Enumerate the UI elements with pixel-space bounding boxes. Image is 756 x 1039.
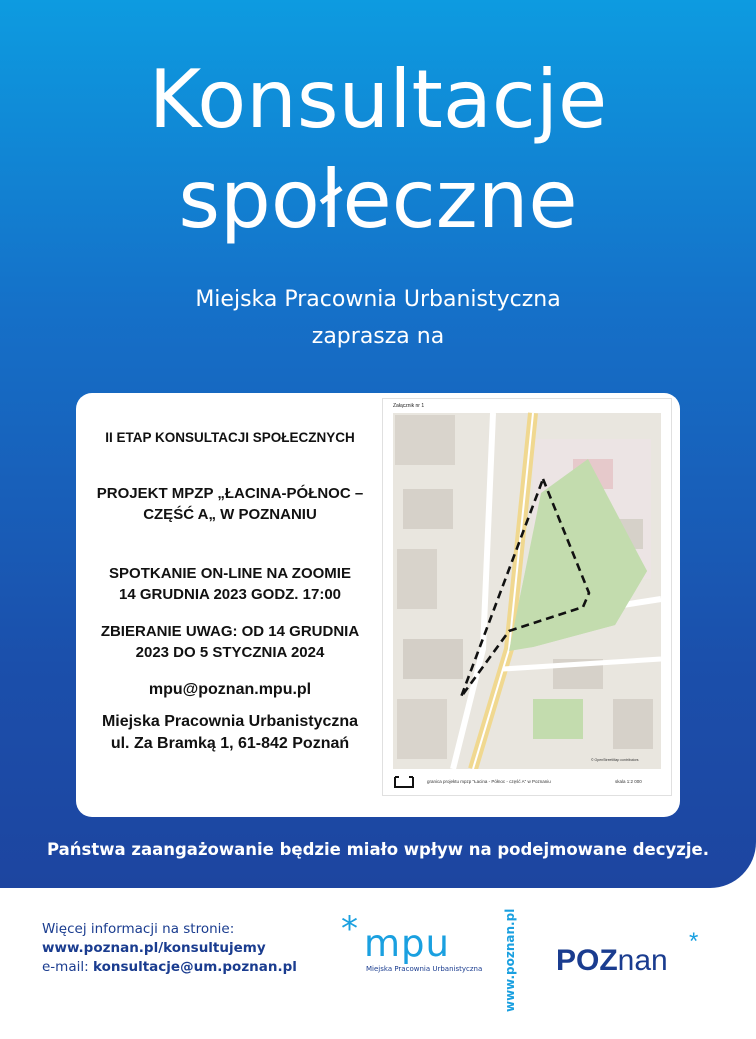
contact-email[interactable]: mpu@poznan.mpu.pl: [148, 681, 312, 698]
org-address: [80, 711, 380, 755]
map-image: [383, 399, 671, 795]
more-info: [42, 920, 297, 977]
star-icon: *: [341, 909, 358, 949]
meeting-line2: 14 GRUDNIA 2023 GODZ. 17:00: [118, 586, 342, 603]
engagement-message: Państwa zaangażowanie będzie miało wpływ na podejmowane decyzje.: [47, 840, 709, 859]
remarks-info: [80, 621, 380, 663]
project-line2: CZĘŚĆ A„ W POZNANIU: [143, 506, 317, 523]
subtitle-line2: zaprasza na: [311, 324, 445, 349]
attachment-label: Załącznik nr 1: [393, 403, 425, 409]
scale-label: skala 1:2 000: [615, 779, 642, 784]
meeting-info: [80, 563, 380, 605]
project-line1: PROJEKT MPZP „ŁACINA-PÓŁNOC –: [96, 485, 364, 502]
remarks-line2: 2023 DO 5 STYCZNIA 2024: [135, 644, 325, 661]
poznan-logo: [556, 944, 668, 978]
poznan-logo-upper: POZ: [556, 944, 618, 977]
map-attachment: [382, 398, 672, 796]
address: ul. Za Bramką 1, 61-842 Poznań: [110, 735, 350, 752]
org-name: Miejska Pracownia Urbanistyczna: [101, 713, 359, 730]
page-title-line2: społeczne: [178, 153, 578, 246]
footer-email-link[interactable]: konsultacje@um.poznan.pl: [92, 959, 297, 975]
page-title: Konsultacje: [148, 53, 608, 146]
meeting-line1: SPOTKANIE ON-LINE NA ZOOMIE: [109, 565, 351, 582]
mpu-wordmark: mpu: [364, 922, 450, 965]
more-info-label: Więcej informacji na stronie:: [42, 921, 235, 937]
poznan-star-icon: *: [689, 928, 699, 955]
website-link[interactable]: www.poznan.pl/konsultujemy: [42, 940, 266, 956]
project-name: [80, 483, 380, 525]
poznan-logo-lower: nan: [617, 944, 668, 977]
vertical-url: www.poznan.pl: [503, 908, 517, 1012]
mpu-logo: [338, 909, 483, 978]
legend-label: granica projektu mpzp "Łacina - Północ - część A" w Poznaniu: [427, 779, 551, 784]
email-label: e-mail:: [42, 959, 89, 975]
stage-heading: II ETAP KONSULTACJI SPOŁECZNYCH: [105, 430, 355, 445]
remarks-line1: ZBIERANIE UWAG: OD 14 GRUDNIA: [100, 623, 360, 640]
map-copyright: © OpenStreetMap contributors: [591, 758, 639, 762]
mpu-caption: Miejska Pracownia Urbanistyczna: [366, 965, 483, 973]
subtitle: Miejska Pracownia Urbanistyczna: [195, 287, 561, 312]
